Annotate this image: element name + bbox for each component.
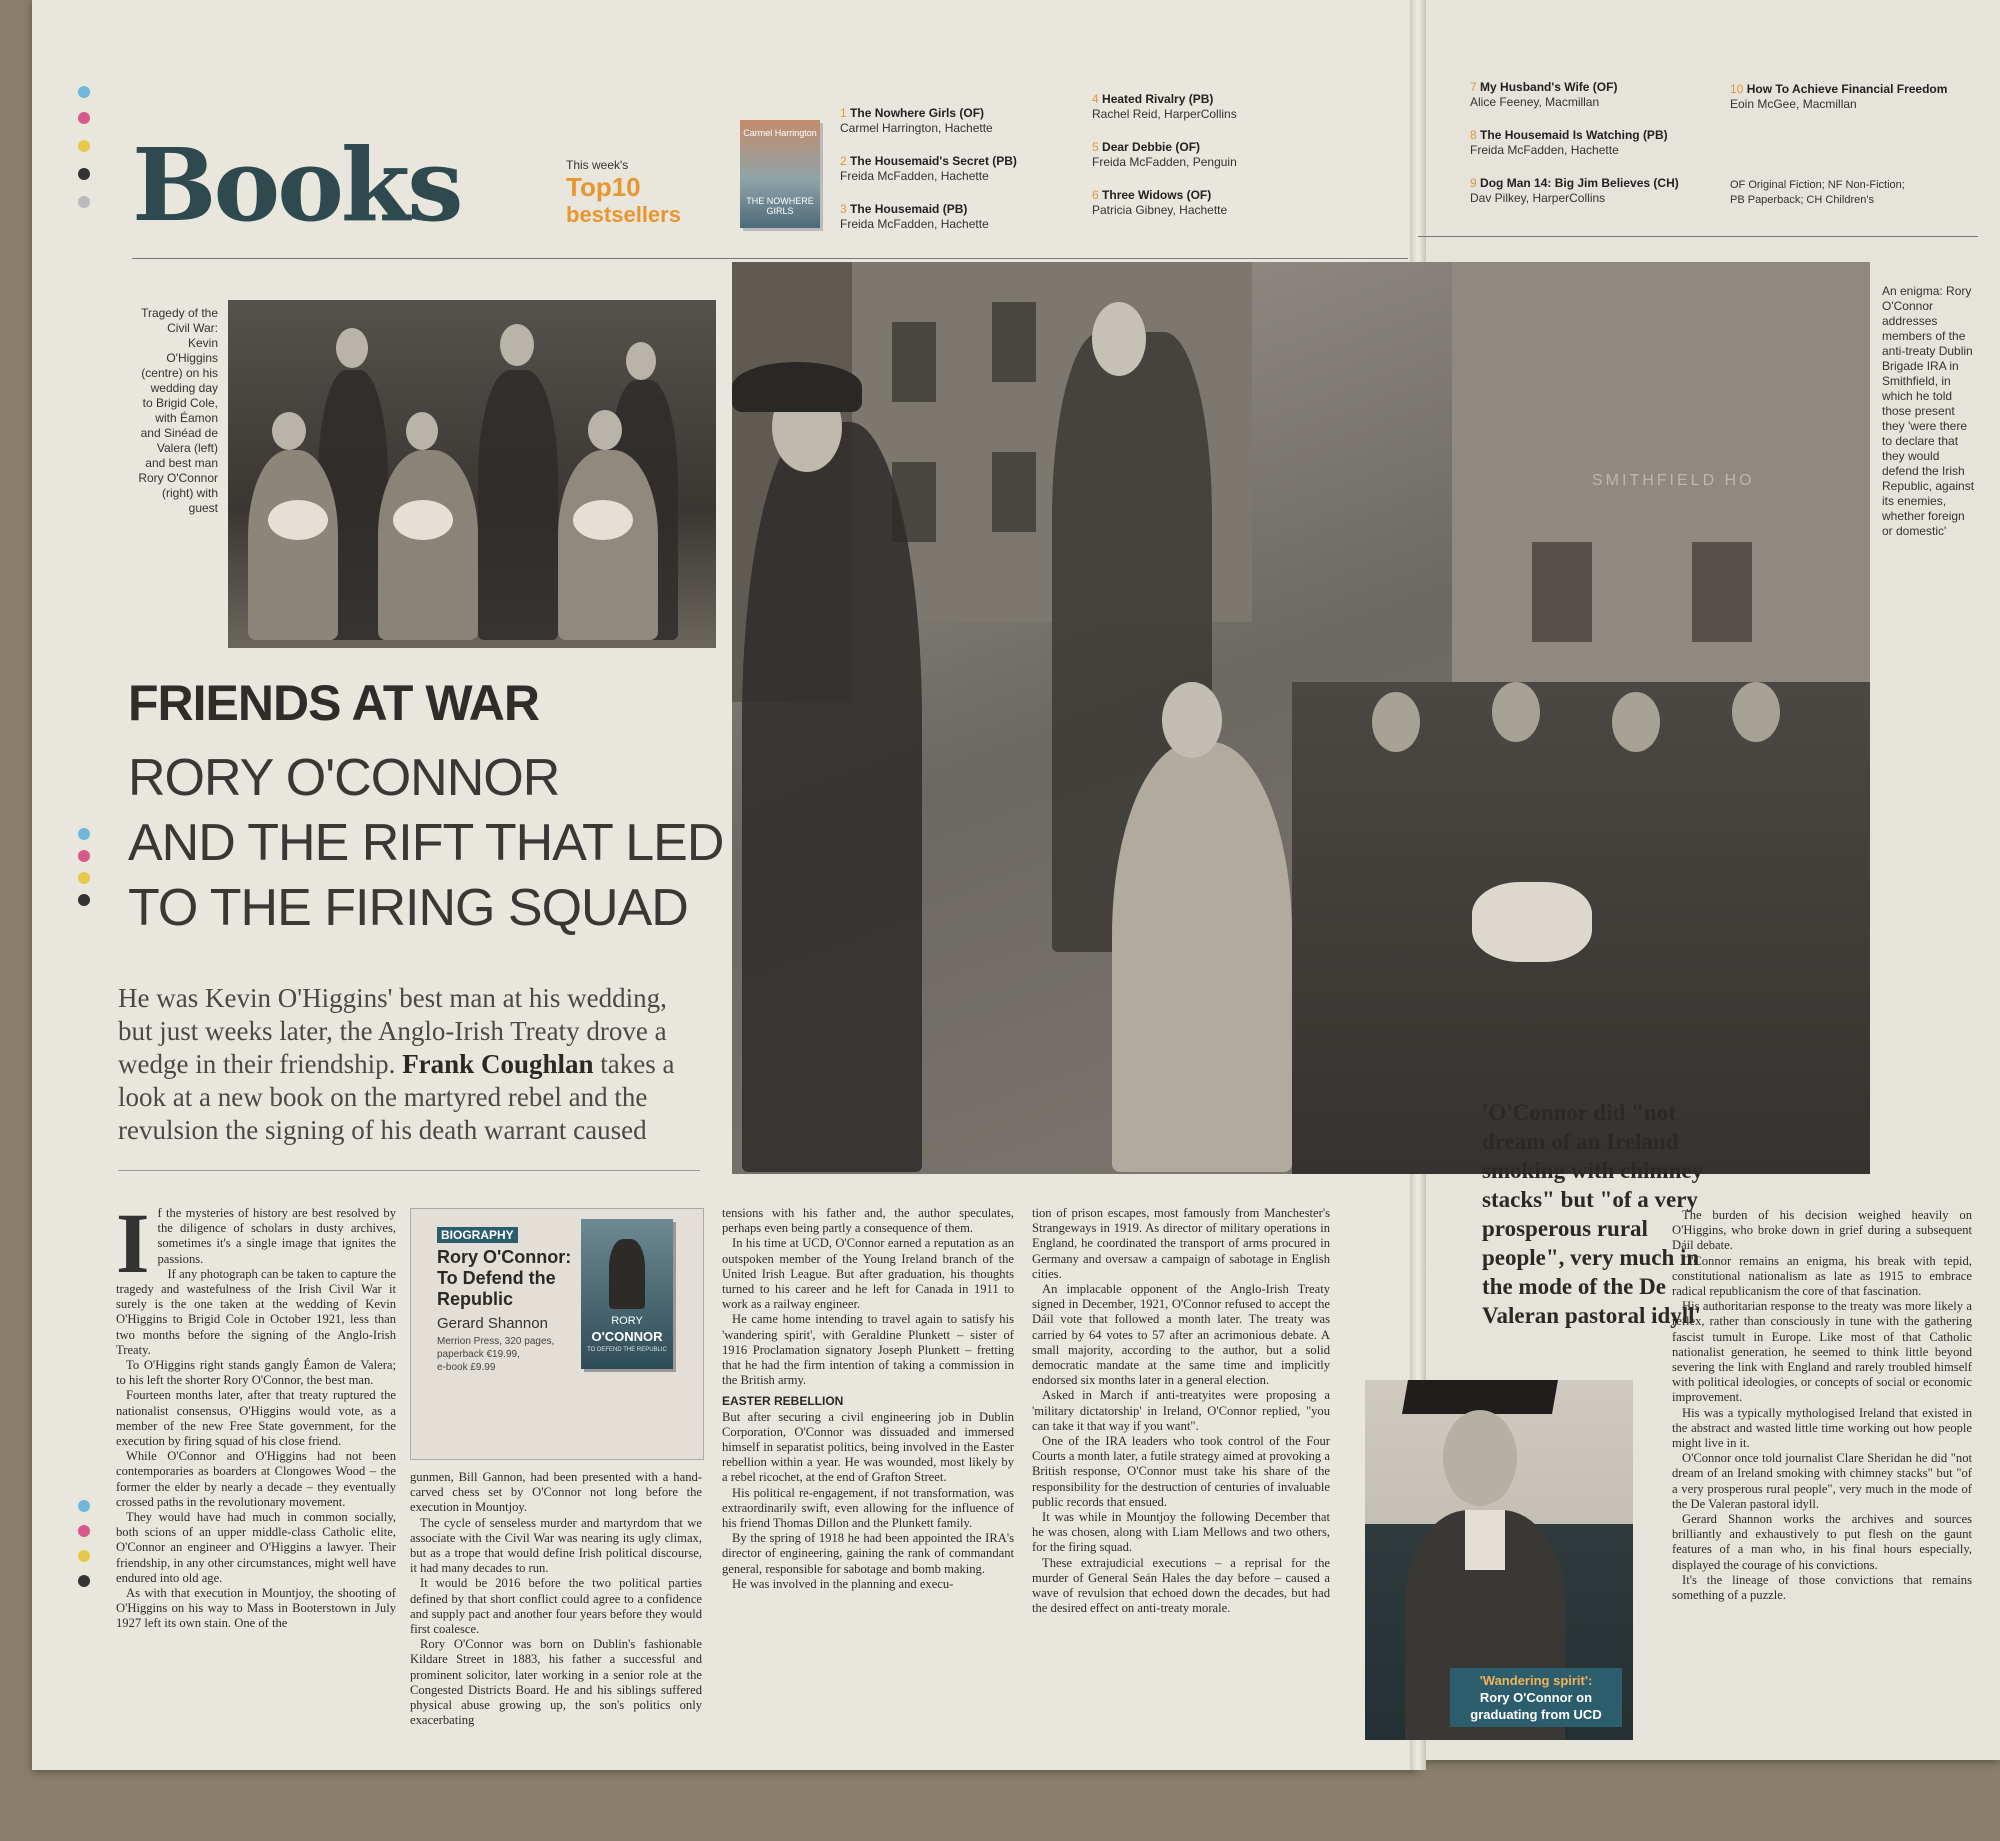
drop-cap: I (116, 1195, 150, 1291)
this-week-label: This week's (566, 158, 629, 172)
bestseller-item[interactable]: 10 How To Achieve Financial Freedom Eoin McGee, Macmillan (1730, 82, 1948, 111)
book-title: Rory O'Connor: To Defend the Republic (437, 1247, 572, 1309)
standfirst: He was Kevin O'Higgins' best man at his wedding, but just weeks later, the Anglo-Irish Treaty drove a wedge in their friendship. Frank Coughlan takes a look at a new book on the martyred rebel and the revulsion the signing of his death warrant caused (118, 983, 675, 1145)
article-column-3: tensions with his father and, the author speculates, perhaps even being partly a consequence of them. In his time at UCD, O'Connor earned a reputation as an outspoken member of the Young Ireland branch of the United Irish League. But after graduation, his thoughts turned to his career and he left for Canada in 1911 to work as a railway engineer. He came home intending to travel again to satisfy his 'wandering spirit', with Geraldine Plunkett – sister of 1916 Proclamation signatory Joseph Plunkett – fretting that he had the firm intention of taking a commission in the British army. EASTER REBELLION But after securing a civil engineering job in Dublin Corporation, O'Connor was dissuaded and immersed himself in separatist politics, being involved in the Easter rebellion within a year. He was wounded, most likely by a rebel ricochet, at the end of Grafton Street. His political re-engagement, if not transformation, was extraordinarily swift, even allowing for the influence of his friend Thomas Dillon and the Plunkett family. By the spring of 1918 he had been appointed the IRA's director of engineering, gaining the rank of commandant general, responsible for sabotage and bomb making. He was involved in the planning and execu- (722, 1206, 1014, 1591)
registration-dot (78, 828, 90, 840)
cover-title: THE NOWHERE GIRLS (746, 196, 814, 216)
header-rule-right (1418, 236, 1978, 237)
cover-author: Carmel Harrington (743, 128, 817, 138)
bestseller-item[interactable]: 1 The Nowhere Girls (OF) Carmel Harrington, Hachette (840, 106, 993, 135)
header-rule (132, 258, 1408, 259)
bestsellers-label: bestsellers (566, 202, 681, 227)
book-tag: BIOGRAPHY (437, 1227, 518, 1243)
bestseller-item[interactable]: 7 My Husband's Wife (OF) Alice Feeney, Macmillan (1470, 80, 1618, 109)
book-info-box (410, 1208, 704, 1460)
bestseller-item[interactable]: 3 The Housemaid (PB) Freida McFadden, Hachette (840, 202, 989, 231)
smithfield-photo (732, 262, 1870, 1174)
pull-quote: 'O'Connor did "not dream of an Ireland smoking with chimney stacks" but "of a very prosperous rural people", very much in the mode of the De Valeran pastoral idyll' (1482, 1100, 1704, 1328)
registration-dot (78, 112, 90, 124)
headline-kicker: FRIENDS AT WAR (128, 675, 539, 731)
registration-dot (78, 850, 90, 862)
bestseller-item[interactable]: 6 Three Widows (OF) Patricia Gibney, Hachette (1092, 188, 1228, 217)
bestseller-key: OF Original Fiction; NF Non-Fiction; PB Paperback; CH Children's (1730, 179, 1905, 206)
ucd-caption: 'Wandering spirit': Rory O'Connor on graduating from UCD (1450, 1668, 1622, 1727)
standfirst-rule (118, 1170, 700, 1171)
wedding-photo (228, 300, 716, 648)
registration-dot (78, 1575, 90, 1587)
bestseller-item[interactable]: 2 The Housemaid's Secret (PB) Freida McFadden, Hachette (840, 154, 1017, 183)
registration-dot (78, 168, 90, 180)
bestseller-item[interactable]: 4 Heated Rivalry (PB) Rachel Reid, HarperCollins (1092, 92, 1237, 121)
article-column-4: tion of prison escapes, most famously from Manchester's Strangeways in 1919. As director of military operations in England, he coordinated the transport of arms procured in Germany and oversaw a campaign of sabotage in English cities. An implacable opponent of the Anglo-Irish Treaty signed in December, 1921, O'Connor refused to accept the Dáil vote that followed a month later. The treaty was carried by 64 votes to 57 after an acrimonious debate. A small majority, according to the author, but a solid democratic mandate at the same time and implicitly endorsed six months later in a general election. Asked in March if anti-treatyites were proposing a 'military dictatorship' in Ireland, O'Connor replied, "you can take it that way if you want". One of the IRA leaders who took control of the Four Courts a month later, a futile strategy aimed at provoking a British response, O'Connor must take his share of the responsibility for the destruction of centuries of invaluable public records that ensued. It was while in Mountjoy the following December that he was chosen, along with Liam Mellows and two others, for the firing squad. These extrajudicial executions – a reprisal for the murder of General Seán Hales the day before – caused a wave of revulsion that echoed down the decades, but had the desired effect on anti-treaty morale. (1032, 1206, 1330, 1616)
bestseller-item[interactable]: 9 Dog Man 14: Big Jim Believes (CH) Dav Pilkey, HarperCollins (1470, 176, 1679, 205)
registration-dot (78, 86, 90, 98)
wedding-photo-caption: Tragedy of the Civil War: Kevin O'Higgins (centre) on his wedding day to Brigid Cole, with Éamon and Sinéad de Valera (left) and best man Rory O'Connor (right) with guest (138, 306, 218, 515)
section-title: Books (132, 126, 461, 244)
registration-dot (78, 872, 90, 884)
featured-book-cover (740, 120, 820, 228)
building-sign: SMITHFIELD HO (1592, 472, 1755, 489)
book-cover: RORY O'CONNOR TO DEFEND THE REPUBLIC (581, 1219, 673, 1369)
article-column-2: gunmen, Bill Gannon, had been presented with a hand-carved chess set by O'Connor not long before the execution in Mountjoy. The cycle of senseless murder and martyrdom that we associate with the Civil War was nearing its ugly climax, but as a trope that would define Irish political discourse, it had many decades to run. It would be 2016 before the two political parties defined by that short conflict could agree to a confidence and supply pact and another four years before they would first coalesce. Rory O'Connor was born on Dublin's fashionable Kildare Street in 1883, his father a successful and prominent solicitor, later working in a senior role at the Congested Districts Board. He and his siblings suffered physical abuse growing up, the son's politics only exacerbating (410, 1470, 702, 1728)
book-author: Gerard Shannon (437, 1315, 548, 1332)
registration-dot (78, 894, 90, 906)
registration-dot (78, 140, 90, 152)
registration-dot (78, 1550, 90, 1562)
registration-dot (78, 1500, 90, 1512)
article-column-5: The burden of his decision weighed heavily on O'Higgins, who broke down in grief during a subsequent Dáil debate. O'Connor remains an enigma, his break with tepid, constitutional nationalism as late as 1915 to embrace radical republicanism the core of that fascination. His authoritarian response to the treaty was more likely a reflex, rather than consciously in tune with the gathering fascist tumult in Europe. Like most of that Catholic nationalist generation, he seemed to think little beyond severing the link with England and rarely troubled himself with political ideologies, or concepts of social or economic improvement. His was a typically mythologised Ireland that existed in the abstract and wasted little time working out how people might live in it. O'Connor once told journalist Clare Sheridan he did "not dream of an Ireland smoking with chimney stacks" but "of a very prosperous rural people", very much in the mode of the De Valeran pastoral idyll. Gerard Shannon works the archives and sources brilliantly and exhaustively to put flesh on the gaunt features of a man who, in his final hours especially, displayed the courage of his convictions. It's the lineage of those convictions that remains something of a puzzle. (1672, 1208, 1972, 1603)
registration-dot (78, 1525, 90, 1537)
subheading: EASTER REBELLION (722, 1394, 844, 1409)
book-details: Merrion Press, 320 pages, paperback €19.99, e-book £9.99 (437, 1336, 555, 1373)
enigma-caption: An enigma: Rory O'Connor addresses members of the anti-treaty Dublin Brigade IRA in Smithfield, in which he told those present they 'were there to declare that they would defend the Irish Republic, against its enemies, whether foreign or domestic' (1882, 284, 1975, 538)
headline: RORY O'CONNOR AND THE RIFT THAT LED TO THE FIRING SQUAD (128, 749, 724, 937)
article-column-1: I f the mysteries of history are best resolved by the diligence of scholars in dusty archives, sometimes it's a single image that ignites the passions. If any photograph can be taken to capture the tragedy and wastefulness of the Irish Civil War it surely is the one taken at the wedding of Kevin O'Higgins to Brigid Cole in October 1921, less than two months before the signing of the Anglo-Irish Treaty. To O'Higgins right stands gangly Éamon de Valera; to his left the shorter Rory O'Connor, the best man. Fourteen months later, after that treaty ruptured the nationalist consensus, O'Higgins would vote, as a member of the new Free State government, for the execution by firing squad of his close friend. While O'Connor and O'Higgins had not been contemporaries as boarders at Clongowes Wood – the former the elder by nearly a decade – they eventually crossed paths in the revolutionary movement. They would have had much in common socially, both scions of an upper middle-class Catholic elite, O'Connor an engineer and O'Higgins a lawyer. Their friendship, in any other circumstances, might well have endured into old age. As with that execution in Mountjoy, the shooting of O'Higgins on his way to Mass in Booterstown in July 1927 left its own stain. One of the (116, 1195, 396, 1631)
top10-label: Top10 (566, 172, 641, 202)
bestseller-item[interactable]: 8 The Housemaid Is Watching (PB) Freida McFadden, Hachette (1470, 128, 1668, 157)
byline: Frank Coughlan (402, 1049, 594, 1079)
bestseller-item[interactable]: 5 Dear Debbie (OF) Freida McFadden, Penguin (1092, 140, 1237, 169)
registration-dot (78, 196, 90, 208)
